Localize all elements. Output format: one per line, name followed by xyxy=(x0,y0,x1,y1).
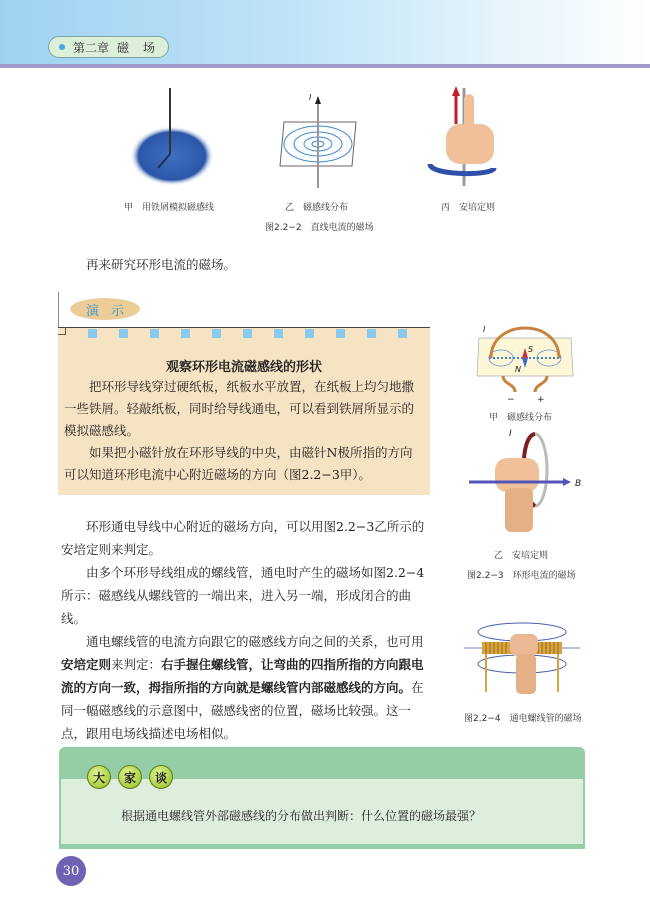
header-rule xyxy=(0,64,650,68)
svg-text:B: B xyxy=(575,479,582,489)
paragraph: 由多个环形导线组成的螺线管，通电时产生的磁场如图2.2−4所示：磁感线从螺线管的一端出来，进入另一端，形成闭合的曲线。 xyxy=(61,565,425,626)
text-run: 通电螺线管的电流方向跟它的磁感线方向之间的关系，也可用 xyxy=(86,634,424,649)
figure-caption-2-2-2: 图2.2−2 直线电流的磁场 xyxy=(265,223,374,233)
demo-box xyxy=(58,292,430,495)
figure-loop-field xyxy=(475,318,575,404)
decor-square xyxy=(88,329,97,338)
intro-paragraph: 再来研究环形电流的磁场。 xyxy=(86,257,237,272)
figure-caption: 乙 安培定则 xyxy=(494,551,549,561)
svg-text:I: I xyxy=(483,325,486,334)
demo-tab xyxy=(70,298,140,320)
decor-square xyxy=(274,329,283,338)
decor-square xyxy=(305,329,314,338)
svg-text:N: N xyxy=(515,365,521,374)
demo-top-rule xyxy=(58,327,430,328)
demo-paragraph: 如果把小磁针放在环形导线的中央，由磁针N极所指的方向可以知道环形电流中心附近磁场的方向（图2.2−3甲）。 xyxy=(64,445,413,482)
rule-statement: 右手握住螺线管，让弯曲的四指所指的方向跟电流的方向一致，拇指所指的方向就是螺线管内部磁感线的方向。 xyxy=(61,657,424,695)
chapter-label xyxy=(48,36,169,58)
discussion-bottom-band xyxy=(59,844,585,849)
decor-square xyxy=(243,329,252,338)
demo-corner-mark xyxy=(58,327,66,335)
figure-field-lines xyxy=(276,88,360,192)
right-hand-loop-icon xyxy=(465,428,585,536)
discussion-box xyxy=(59,747,585,850)
svg-text:I: I xyxy=(309,93,312,102)
paragraph: 环形通电导线中心附近的磁场方向，可以用图2.2−3乙所示的安培定则来判定。 xyxy=(61,519,425,557)
figure-loop-hand-rule xyxy=(465,428,585,536)
svg-text:I: I xyxy=(509,429,512,439)
paragraph xyxy=(61,630,429,745)
svg-text:−: − xyxy=(507,395,515,404)
demo-paragraph: 把环形导线穿过硬纸板，纸板水平放置，在纸板上均匀地撒一些铁屑。轻敲纸板，同时给导线通电，可以看到铁屑所显示的模拟磁感线。 xyxy=(64,379,415,438)
bullet-dot-icon xyxy=(59,44,65,50)
svg-text:+: + xyxy=(537,395,545,404)
decor-square xyxy=(181,329,190,338)
decor-square xyxy=(398,329,407,338)
demo-tab-char: 演 xyxy=(85,303,99,319)
figure-caption: 乙 磁感线分布 xyxy=(285,203,349,213)
decor-square xyxy=(212,329,221,338)
discussion-badge: 谈 xyxy=(149,765,173,789)
figure-iron-filings xyxy=(128,86,216,186)
decor-square xyxy=(336,329,345,338)
figure-caption: 甲 磁感线分布 xyxy=(489,413,553,423)
discussion-question: 根据通电螺线管外部磁感线的分布做出判断：什么位置的磁场最强？ xyxy=(121,809,482,823)
text-run: 来判定： xyxy=(111,657,162,672)
iron-filings-disc-icon xyxy=(128,86,216,186)
discussion-badge: 大 xyxy=(87,765,111,789)
chapter-topic: 磁 场 xyxy=(117,40,157,55)
demo-tab-char: 示 xyxy=(111,303,125,319)
right-hand-wire-icon xyxy=(424,84,510,188)
bold-term: 安培定则 xyxy=(61,657,112,672)
main-text xyxy=(61,515,429,768)
decor-square xyxy=(119,329,128,338)
decor-square xyxy=(150,329,159,338)
figure-solenoid xyxy=(462,618,582,698)
field-lines-plane-icon xyxy=(276,88,360,192)
figure-caption: 甲 用铁屑模拟磁感线 xyxy=(124,203,215,213)
demo-title: 观察环形电流磁感线的形状 xyxy=(165,360,322,375)
demo-body xyxy=(64,376,424,486)
figure-caption-2-2-3: 图2.2−3 环形电流的磁场 xyxy=(467,571,576,581)
loop-field-lines-icon xyxy=(475,318,575,404)
figure-caption: 丙 安培定则 xyxy=(441,203,496,213)
solenoid-hand-icon xyxy=(462,618,582,698)
svg-text:S: S xyxy=(528,345,534,354)
decor-square xyxy=(367,329,376,338)
chapter-number: 第二章 xyxy=(73,40,110,55)
text-run: 在同一幅磁感线的示意图中，磁感线密的位置，磁场比较强。这一点，跟用电场线描述电场相似。 xyxy=(61,680,424,741)
page-number: 30 xyxy=(56,856,86,886)
figure-caption-2-2-4: 图2.2−4 通电螺线管的磁场 xyxy=(464,714,582,724)
figure-right-hand-rule xyxy=(424,84,510,188)
discussion-badge: 家 xyxy=(118,765,142,789)
